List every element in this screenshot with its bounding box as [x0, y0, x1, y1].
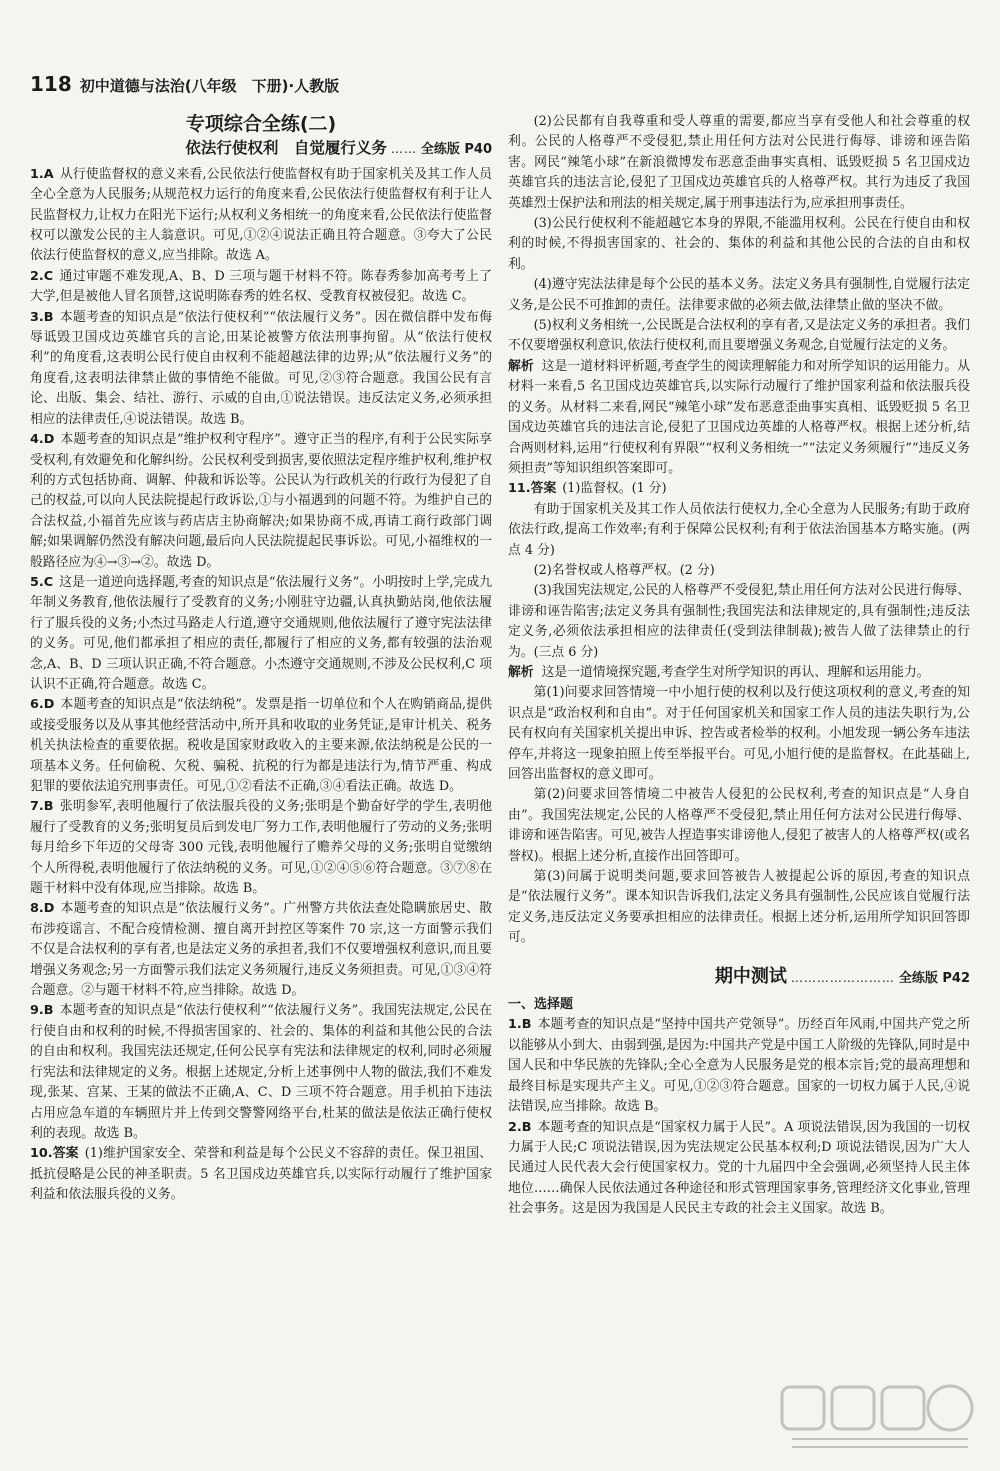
item-text: 通过审题不难发现,A、B、D 三项与题干材料不符。陈春秀参加高考考上了大学,但是被他人冒名顶替,这说明陈春秀的姓名权、受教育权被侵犯。故选 C。	[30, 268, 492, 305]
midterm-heading	[508, 967, 970, 989]
answer-item	[30, 267, 492, 308]
analysis-paragraph: 第(2)问要求回答情境二中被告人侵犯的公民权利,考查的知识点是“人身自由”。我国宪法规定,公民的人格尊严不受侵犯,禁止用任何方法对公民进行侮辱、诽谤和诬告陷害。可见,被告人捏造事实诽谤他人,侵犯了被害人的人格尊严权(或名誉权)。根据上述分析,直接作出回答即可。	[508, 787, 970, 864]
analysis-text: 这是一道材料评析题,考查学生的阅读理解能力和对所学知识的运用能力。从材料一来看,5 名卫国戍边英雄官兵,以实际行动履行了维护国家利益和依法服兵役的义务。从材料二来看,网民“辣笔小球”发布恶意歪曲事实真相、诋毁贬损 5 名卫国戍边英雄官兵的违法言论,侵犯了卫国戍边英雄的人格尊严权。根据上述分析,结合两则材料,运用“行使权利有界限”“权利义务相统一”“法定义务须履行”“违反义务须担责”等知识组织答案即可。	[508, 358, 970, 476]
page-header	[30, 72, 970, 102]
analysis-label: 解析	[508, 664, 534, 680]
answer-item	[30, 308, 492, 430]
answer-item	[30, 430, 492, 573]
q11-part1-detail: 有助于国家机关及其工作人员依法行使权力,全心全意为人民服务;有助于政府依法行政,提高工作效率;有利于保障公民权利;有利于依法治国基本方略实施。(两点 4 分)	[508, 501, 970, 558]
item-text: 本题考查的知识点是“依法行使权利”“依法履行义务”。因在微信群中发布侮辱诋毁卫国戍边英雄官兵的言论,田某论被警方依法刑事拘留。从“依法行使权利”的角度看,这表明公民行使自由权利不能超越法律的边界;从“依法履行义务”的角度看,这表明法律禁止做的事情绝不能做。可见,②③符合题意。我国公民有言论、出版、集会、结社、游行、示威的自由,①说法错误。违反法定义务,必须承担相应的法律责任,④说法错误。故选 B。	[30, 309, 492, 427]
item-number: 2.B	[508, 1119, 532, 1135]
item-number: 3.B	[30, 309, 54, 325]
item-number: 10.答案	[30, 1146, 79, 1162]
analysis-paragraph: 第(3)问属于说明类问题,要求回答被告人被提起公诉的原因,考查的知识点是“依法履行义务”。课本知识告诉我们,法定义务具有强制性,公民应该自觉履行法定义务,违反法定义务要承担相应的法律责任。根据上述分析,运用所学知识回答即可。	[508, 869, 970, 946]
answer-q11	[508, 479, 970, 499]
item-number: 9.B	[30, 1003, 54, 1019]
item-number: 2.C	[30, 268, 54, 284]
item-text: 从行使监督权的意义来看,公民依法行使监督权有助于国家机关及其工作人员全心全意为人民服务;从规范权力运行的角度来看,公民依法行使监督权有利于让人民监督权力,让权力在阳光下运行;从权利义务相统一的角度来看,公民依法行使监督权可以激发公民的主人翁意识。可见,①②④说法正确且符合题意。③夸大了公民依法行使监督权的意义,应当排除。故选 A。	[30, 166, 492, 264]
answer-item	[30, 573, 492, 695]
item-text: 张明参军,表明他履行了依法服兵役的义务;张明是个勤奋好学的学生,表明他履行了受教育的义务;张明复员后到发电厂努力工作,表明他履行了劳动的义务;张明每月给乡下年迈的父母寄 300 元钱,表明他履行了赡养父母的义务;张明自觉缴纳个人所得税,表明他履行了依法纳税的义务。可见,①②④⑤⑥符合题意。③⑦⑧在题干材料中没有体现,应当排除。故选 B。	[30, 799, 492, 897]
analysis-paragraph: 第(1)问要求回答情境一中小旭行使的权利以及行使这项权利的意义,考查的知识点是“政治权利和自由”。对于任何国家机关和国家工作人员的违法失职行为,公民有权向有关国家机关提出申诉、控告或者检举的权利。小旭发现一辆公务车违法停车,并将这一现象拍照上传至举报平台。可见,小旭行使的是监督权。在此基础上,回答出监督权的意义即可。	[508, 685, 970, 782]
answer-item	[30, 165, 492, 267]
section-title: 专项综合全练(二)	[185, 113, 337, 135]
section-subtitle: 依法行使权利 自觉履行义务	[185, 139, 387, 158]
midterm-answer-item	[508, 1118, 970, 1220]
item-number: 5.C	[30, 574, 54, 590]
book-title: 初中道德与法治(八年级 下册)·人教版	[79, 77, 340, 95]
midterm-page-ref: 全练版 P42	[898, 970, 970, 986]
answer-list	[30, 165, 492, 1206]
item-number: 1.A	[30, 166, 54, 182]
left-column	[30, 112, 492, 1442]
analysis-text: 这是一道情境探究题,考查学生对所学知识的再认、理解和运用能力。	[541, 664, 930, 680]
item-text: 本题考查的知识点是“维护权利守程序”。遵守正当的程序,有利于公民实际享受权利,有效避免和化解纠纷。公民权利受到损害,要依照法定程序维护权利,维护权利的方式包括协商、调解、仲裁和诉讼等。公民认为行政机关的行政行为侵犯了自己的权益,可以向人民法院提起行政诉讼,①与小福遇到的问题不符。为维护自己的合法权益,小福首先应该与药店店主协商解决;如果协商不成,再请工商行政部门调解;如果调解仍然没有解决问题,最后向人民法院提起民事诉讼。可见,小福维权的一般路径应为④→③→②。故选 D。	[30, 432, 492, 570]
part-title: 一、选择题	[508, 997, 574, 1013]
item-number: 11.答案	[508, 481, 557, 497]
answer-paragraph: (4)遵守宪法法律是每个公民的基本义务。法定义务具有强制性,自觉履行法定义务,是公民不可推卸的责任。法律要求做的必须去做,法律禁止做的坚决不做。	[508, 277, 970, 313]
leader-dots: ……………………	[790, 970, 895, 985]
midterm-answer-list	[508, 1015, 970, 1219]
answer-paragraph: (2)公民都有自我尊重和受人尊重的需要,都应当享有受他人和社会尊重的权利。公民的人格尊严不受侵犯,禁止用任何方法对公民进行侮辱、诽谤和诬告陷害。网民“辣笔小球”在新浪微博发布恶意歪曲事实真相、诋毁贬损 5 名卫国戍边英雄官兵的违法言论,侵犯了卫国戍边英雄官兵的人格尊严权。其行为违反了我国英雄烈士保护法和刑法的相关规定,属于刑事违法行为,应承担刑事责任。	[508, 114, 970, 211]
answer-item	[30, 1144, 492, 1205]
page-number: 118	[30, 72, 72, 96]
answer-paragraph: (5)权利义务相统一,公民既是合法权利的享有者,又是法定义务的承担者。我们不仅要增强权利意识,依法行使权利,而且要增强义务观念,自觉履行法定的义务。	[508, 318, 970, 354]
leader-dots: ……	[390, 142, 417, 157]
analysis-paragraphs	[508, 683, 970, 948]
q10-continuation	[508, 112, 970, 357]
item-number: 1.B	[508, 1017, 532, 1033]
analysis-q11	[508, 663, 970, 683]
analysis-q10	[508, 357, 970, 479]
q11-part1: (1)监督权。(1 分)	[562, 481, 667, 497]
item-text: 本题考查的知识点是“依法行使权利”“依法履行义务”。我国宪法规定,公民在行使自由和权利的时候,不得损害国家的、社会的、集体的利益和其他公民的合法的自由和权利。我国宪法还规定,任何公民享有宪法和法律规定的权利,同时必须履行宪法和法律规定的义务。根据上述规定,分析上述事例中人物的做法,我们不难发现,张某、宫某、王某的做法不正确,A、C、D 三项不符合题意。用手机拍下违法占用应急车道的车辆照片并上传到交警警网络平台,杜某的做法是依法正确行使权利的表现。故选 B。	[30, 1003, 492, 1141]
item-text: 本题考查的知识点是“坚持中国共产党领导”。历经百年风雨,中国共产党之所以能够从小到大、由弱到强,是因为:中国共产党是中国工人阶级的先锋队,同时是中国人民和中华民族的先锋队;全心全意为人民服务是党的根本宗旨;党的最高理想和最终目标是实现共产主义。可见,①②③符合题意。国家的一切权力属于人民,④说法错误,应当排除。故选 B。	[508, 1017, 970, 1115]
item-number: 4.D	[30, 432, 55, 448]
watermark-logo	[778, 1379, 978, 1453]
answer-item	[30, 797, 492, 899]
q11-part3: (3)我国宪法规定,公民的人格尊严不受侵犯,禁止用任何方法对公民进行侮辱、诽谤和诬告陷害;法定义务具有强制性;我国宪法和法律规定的,具有强制性;违反法定义务,必须依法承担相应的法律责任(受到法律制裁);被告人做了法律禁止的行为。(三点 6 分)	[508, 583, 970, 660]
item-text: 本题考查的知识点是“国家权力属于人民”。A 项说法错误,因为我国的一切权力属于人民;C 项说法错误,因为宪法规定公民基本权利;D 项说法错误,因为广大人民通过人民代表大会行使国家权力。党的十九届四中全会强调,必须坚持人民主体地位……确保人民依法通过各种途径和形式管理国家事务,管理经济文化事业,管理社会事务。这是因为我国是人民民主专政的社会主义国家。故选 B。	[508, 1119, 970, 1217]
midterm-title: 期中测试	[714, 965, 787, 987]
answer-item	[30, 1001, 492, 1144]
section-subtitle-row	[30, 138, 492, 160]
item-number: 8.D	[30, 901, 55, 917]
item-number: 7.B	[30, 799, 54, 815]
item-text: 本题考查的知识点是“依法履行义务”。广州警方共依法查处隐瞒旅居史、散布涉疫谣言、不配合疫情检测、擅自离开封控区等案件 70 宗,这一方面警示我们不仅是合法权利的享有者,也是法定义务的承担者,我们不仅要增强权利意识,而且要增强义务观念;另一方面警示我们法定义务须履行,违反义务须担责。可见,①③④符合题意。②与题干材料不符,应当排除。故选 D。	[30, 901, 492, 999]
midterm-answer-item	[508, 1015, 970, 1117]
q11-part2: (2)名誉权或人格尊严权。(2 分)	[533, 562, 715, 578]
answer-item	[30, 899, 492, 1001]
item-text: 本题考查的知识点是“依法纳税”。发票是指一切单位和个人在购销商品,提供或接受服务以及从事其他经营活动中,所开具和收取的业务凭证,是审计机关、税务机关执法检查的重要依据。税收是国家财政收入的主要来源,依法纳税是公民的一项基本义务。任何偷税、欠税、骗税、抗税的行为都是违法行为,情节严重、构成犯罪的要依法追究刑事责任。可见,①②看法不正确,③④看法正确。故选 D。	[30, 697, 492, 794]
section-page-ref: 全练版 P40	[420, 142, 492, 158]
answer-paragraph: (3)公民行使权利不能超越它本身的界限,不能滥用权利。公民在行使自由和权利的时候,不得损害国家的、社会的、集体的利益和其他公民的合法的自由和权利。	[508, 216, 970, 272]
item-text: (1)维护国家安全、荣誉和利益是每个公民义不容辞的责任。保卫祖国、抵抗侵略是公民的神圣职责。5 名卫国戍边英雄官兵,以实际行动履行了维护国家利益和依法服兵役的义务。	[30, 1146, 492, 1203]
item-number: 6.D	[30, 697, 55, 713]
item-text: 这是一道逆向选择题,考查的知识点是“依法履行义务”。小明按时上学,完成九年制义务教育,他依法履行了受教育的义务;小刚驻守边疆,认真执勤站岗,他依法履行了服兵役的义务;小杰过马路走人行道,遵守交通规则,他依法履行了遵守宪法法律的义务。可见,他们都承担了相应的责任,都履行了相应的义务,都有较强的法治观念,A、B、D 三项认识正确,不符合题意。小杰遵守交通规则,不涉及公民权利,C 项认识不正确,符合题意。故选 C。	[30, 574, 492, 692]
analysis-label: 解析	[508, 358, 534, 374]
answer-item	[30, 695, 492, 797]
right-column	[508, 112, 970, 1442]
